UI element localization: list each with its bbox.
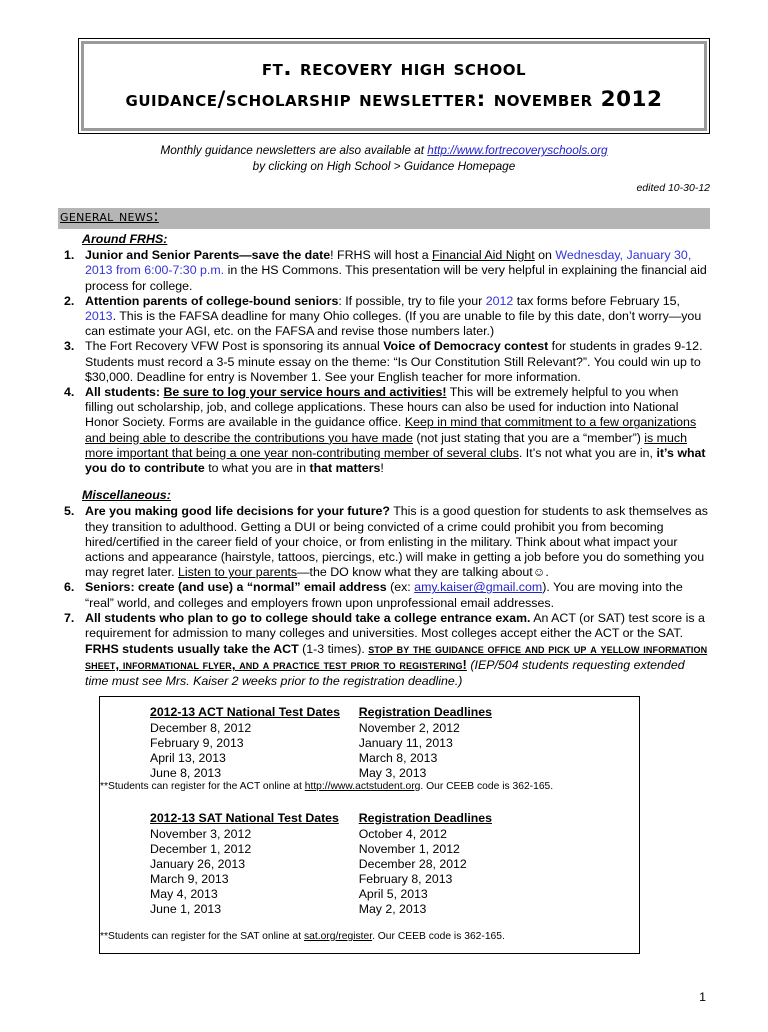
sat-deadline: April 5, 2013 xyxy=(358,886,428,901)
sat-note-row xyxy=(100,931,639,943)
sat-note-suffix: . Our CEEB code is 362-165. xyxy=(372,930,505,942)
item-6-text-1: (ex: xyxy=(386,580,415,595)
item-5-underline-1: Listen to your parents xyxy=(177,565,298,580)
sat-registration-note xyxy=(100,931,639,943)
newsletter-page xyxy=(0,38,768,1032)
masthead-outer-border xyxy=(78,38,710,134)
list-item xyxy=(58,580,710,610)
item-4-bold-3: that matters xyxy=(309,461,381,476)
item-7-text-1: An ACT (or SAT) test score is a requirement for admission to many colleges and universities. Most colleges accept either the ACT or the SAT. xyxy=(85,610,705,641)
spacer xyxy=(100,793,639,811)
spacer-row xyxy=(100,917,639,931)
table-header-row xyxy=(100,705,639,721)
sat-date: December 1, 2012 xyxy=(150,841,252,856)
item-2-text-3: . This is the FAFSA deadline for many Ohio colleges. (If you are unable to file by this date, don’t worry—you can estimate your AGI, etc. on the FAFSA and revise those numbers later.) xyxy=(85,309,702,339)
act-date: April 13, 2013 xyxy=(150,750,226,765)
act-note-row xyxy=(100,781,639,793)
edited-date: edited 10-30-12 xyxy=(636,182,710,194)
item-7-bold-2: FRHS students usually take the ACT xyxy=(85,642,299,657)
item-4-text-2: (not just stating that you are a “member”) xyxy=(412,430,645,445)
item-1-text-3: in the HS Commons. This presentation will be very helpful in explaining the financial aid process for college. xyxy=(85,263,707,293)
list-item xyxy=(58,248,710,294)
item-7-lead: All students who plan to go to college should take a college entrance exam. xyxy=(85,610,531,625)
subsection-miscellaneous: Miscellaneous: xyxy=(82,488,171,503)
example-email-link[interactable]: amy.kaiser@gmail.com xyxy=(414,580,543,595)
newsletter-body xyxy=(58,232,710,689)
item-3-text-1: The Fort Recovery VFW Post is sponsoring its annual xyxy=(85,339,384,354)
item-number: 6. xyxy=(64,580,75,595)
subsection-around-frhs: Around FRHS: xyxy=(82,232,168,246)
table-row xyxy=(100,872,639,887)
sat-note-prefix: **Students can register for the SAT online at xyxy=(100,930,304,942)
act-date: December 8, 2012 xyxy=(150,720,252,735)
act-register-url[interactable]: http://www.actstudent.org xyxy=(304,780,421,792)
newsletter-title: guidance/scholarship newsletter: november 2012 xyxy=(125,87,663,112)
item-6-lead: Seniors: create (and use) a “normal” email address xyxy=(85,580,387,595)
act-test-dates-table xyxy=(100,705,639,811)
general-news-list xyxy=(58,248,710,476)
sat-test-dates-table xyxy=(100,811,639,943)
sat-deadline: November 1, 2012 xyxy=(358,841,460,856)
item-4-lead: All students: xyxy=(85,385,164,400)
item-2-text-2: tax forms before February 15, xyxy=(513,293,680,308)
sat-deadline: February 8, 2013 xyxy=(358,871,453,886)
table-row xyxy=(100,766,639,781)
act-dates-header: 2012-13 ACT National Test Dates xyxy=(150,704,340,719)
sat-dates-header: 2012-13 SAT National Test Dates xyxy=(150,810,339,825)
item-7-text-2: (1-3 times). xyxy=(298,642,369,657)
item-number: 5. xyxy=(64,504,75,519)
school-website-link[interactable]: http://www.fortrecoveryschools.org xyxy=(427,143,608,157)
item-4-bold-2: it’s what you do to contribute xyxy=(85,445,706,476)
table-row xyxy=(100,751,639,766)
school-name: ft. recovery high school xyxy=(261,56,527,81)
act-note-prefix: **Students can register for the ACT online at xyxy=(100,780,305,792)
item-7-callout: stop by the guidance office and pick up a yellow information sheet, informational flyer, and a practice test prior to registering! xyxy=(85,641,708,673)
item-number: 3. xyxy=(64,339,75,354)
item-4-underline-1: Keep in mind that commitment to a few organizations and being able to describe the contributions you have made xyxy=(85,415,697,445)
act-deadline: March 8, 2013 xyxy=(358,750,438,765)
item-number: 7. xyxy=(64,610,75,625)
table-row xyxy=(100,887,639,902)
availability-instructions: by clicking on High School > Guidance Homepage xyxy=(252,159,516,173)
item-1-underline-1: Financial Aid Night xyxy=(432,248,535,263)
list-item xyxy=(58,611,710,689)
item-2-highlight-year: 2012 xyxy=(485,293,514,308)
table-row xyxy=(100,827,639,842)
sat-date: June 1, 2013 xyxy=(150,901,222,916)
page-number: 1 xyxy=(699,990,706,1004)
sat-date: November 3, 2012 xyxy=(150,826,252,841)
sat-deadline: December 28, 2012 xyxy=(358,856,467,871)
test-dates-box xyxy=(99,696,640,954)
item-5-text-2: —the DO know what they are talking about☺. xyxy=(297,565,549,580)
table-row xyxy=(100,902,639,917)
miscellaneous-list xyxy=(58,504,710,688)
availability-note xyxy=(0,142,768,174)
section-header-general-news xyxy=(58,208,710,229)
act-date: June 8, 2013 xyxy=(150,765,222,780)
item-3-bold-contest: Voice of Democracy contest xyxy=(383,339,549,354)
masthead-inner-border xyxy=(81,41,707,131)
act-date: February 9, 2013 xyxy=(150,735,244,750)
item-4-text-3: . It’s not what you are in, xyxy=(518,445,657,460)
item-6-text-2: ). You are moving into the “real” world, and colleges and employers frown upon unprofessional email addresses. xyxy=(85,580,683,610)
item-1-text-2: on xyxy=(534,248,556,263)
section-title: general news: xyxy=(60,206,159,225)
act-deadlines-header: Registration Deadlines xyxy=(358,704,492,719)
table-row xyxy=(100,736,639,751)
list-item xyxy=(58,385,710,476)
item-5-lead: Are you making good life decisions for your future? xyxy=(85,504,390,519)
table-row xyxy=(100,842,639,857)
item-1-highlight-date: Wednesday, January 30, 2013 from 6:00-7:30 p.m. xyxy=(85,248,692,278)
list-item xyxy=(58,504,710,580)
sat-deadline: May 2, 2013 xyxy=(358,901,427,916)
item-4-text-5: ! xyxy=(380,461,384,476)
item-number: 4. xyxy=(64,385,75,400)
item-2-text-1: : If possible, try to file your xyxy=(338,293,486,308)
list-item xyxy=(58,294,710,340)
item-5-text-1: This is a good question for students to ask themselves as they transition to adulthood. Getting a DUI or being convicted of a crime could prohibit you from becoming hired/certified in the career field of your choice, or from enlisting in the military. Think about what impact your actions and appearance (hairstyle, tattoos, piercings, etc.) will make in getting a job before you do something you may regret later. xyxy=(85,504,708,580)
item-4-underline-2: is much more important that being a one year non-contributing member of several clubs xyxy=(85,430,687,460)
table-header-row xyxy=(100,811,639,827)
masthead xyxy=(78,38,710,134)
item-3-text-2: for students in grades 9-12. Students must record a 3-5 minute essay on the theme: “Is Our Constitution Still Relevant?”. You could win up to $30,000. Deadline for entry is November 1. See your English teacher for more information. xyxy=(85,339,703,384)
spacer-row xyxy=(100,793,639,811)
item-4-text-4: to what you are in xyxy=(204,461,310,476)
item-1-text-1: ! FRHS will host a xyxy=(330,248,433,263)
sat-date: March 9, 2013 xyxy=(150,871,229,886)
item-2-lead: Attention parents of college-bound seniors xyxy=(85,293,339,308)
act-note-suffix: . Our CEEB code is 362-165. xyxy=(420,780,554,792)
sat-date: January 26, 2013 xyxy=(150,856,246,871)
item-4-text-1: This will be extremely helpful to you when filling out scholarship, job, and college applications. These hours can also be used for induction into National Honor Society. Forms are available in the guidance office. xyxy=(85,385,679,430)
item-number: 2. xyxy=(64,293,75,308)
item-number: 1. xyxy=(64,248,75,263)
list-item xyxy=(58,339,710,385)
act-deadline: May 3, 2013 xyxy=(358,765,427,780)
item-1-lead: Junior and Senior Parents—save the date xyxy=(85,248,331,263)
item-4-bold-underline: Be sure to log your service hours and activities! xyxy=(163,385,447,400)
sat-deadlines-header: Registration Deadlines xyxy=(358,810,492,825)
item-7-italic-note: (IEP/504 students requesting extended time must see Mrs. Kaiser 2 weeks prior to the registration deadline.) xyxy=(85,658,685,688)
table-row xyxy=(100,721,639,736)
sat-register-url[interactable]: sat.org/register xyxy=(303,930,373,942)
item-2-highlight-year-2: 2013 xyxy=(85,309,113,324)
act-registration-note xyxy=(100,781,639,793)
sat-date: May 4, 2013 xyxy=(150,886,218,901)
table-row xyxy=(100,857,639,872)
act-deadline: January 11, 2013 xyxy=(358,735,453,750)
availability-text: Monthly guidance newsletters are also available at xyxy=(160,143,428,157)
sat-deadline: October 4, 2012 xyxy=(358,826,447,841)
act-deadline: November 2, 2012 xyxy=(358,720,460,735)
spacer xyxy=(100,917,639,931)
